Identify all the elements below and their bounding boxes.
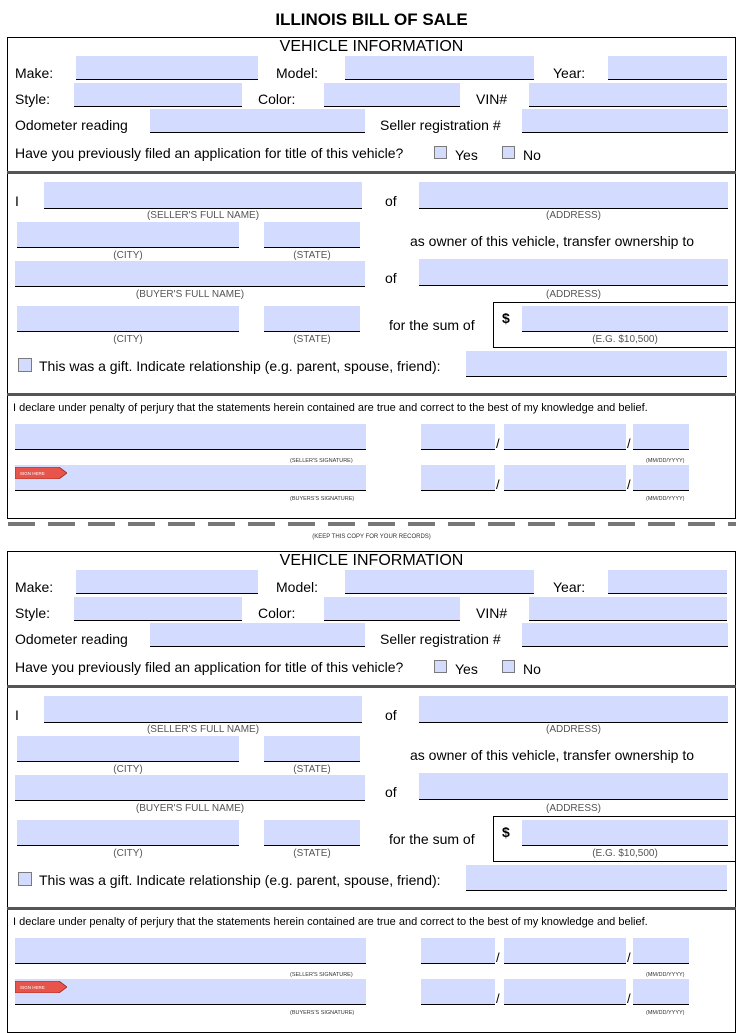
- sum-label: for the sum of: [389, 317, 475, 333]
- seller-date-day-field[interactable]: [504, 424, 626, 450]
- make-field[interactable]: [76, 56, 258, 80]
- of-label: of: [385, 707, 397, 723]
- date-caption: (MM/DD/YYYY): [646, 972, 685, 978]
- seller-date-year-field[interactable]: [633, 938, 689, 964]
- seller-state-field[interactable]: [264, 736, 360, 762]
- buyer-city-field[interactable]: [17, 820, 239, 846]
- buyer-date-day-field[interactable]: [504, 465, 626, 491]
- of-label: of: [385, 193, 397, 209]
- sign-here-arrow-icon: [15, 467, 67, 479]
- vin-field[interactable]: [529, 83, 727, 107]
- no-checkbox[interactable]: [502, 146, 515, 159]
- yes-label: Yes: [455, 147, 478, 163]
- gift-relationship-field[interactable]: [466, 351, 727, 377]
- vin-label: VIN#: [476, 91, 508, 107]
- gift-text: This was a gift. Indicate relationship (e.g. parent, spouse, friend):: [39, 358, 441, 374]
- gift-relationship-field[interactable]: [466, 865, 727, 891]
- seller-name-caption: (SELLER'S FULL NAME): [146, 210, 260, 221]
- odometer-field[interactable]: [150, 623, 365, 647]
- sum-caption: (E.G. $10,500): [592, 334, 658, 345]
- seller-date-month-field[interactable]: [421, 938, 495, 964]
- date-slash: /: [496, 436, 500, 451]
- seller-date-day-field[interactable]: [504, 938, 626, 964]
- seller-city-field[interactable]: [17, 736, 239, 762]
- buyer-name-caption: (BUYER'S FULL NAME): [135, 289, 245, 300]
- seller-signature-field[interactable]: [15, 424, 366, 450]
- buyer-date-month-field[interactable]: [421, 465, 495, 491]
- date-caption: (MM/DD/YYYY): [646, 1010, 685, 1016]
- make-field[interactable]: [76, 570, 258, 594]
- buyer-signature-caption: (BUYERS'S SIGNATURE): [290, 1010, 355, 1016]
- buyer-name-field[interactable]: [15, 775, 365, 801]
- seller-signature-field[interactable]: [15, 938, 366, 964]
- i-label: I: [15, 707, 19, 723]
- style-label: Style:: [15, 605, 51, 621]
- style-label: Style:: [15, 91, 51, 107]
- copy-note: (KEEP THIS COPY FOR YOUR RECORDS): [312, 534, 431, 540]
- buyer-name-caption: (BUYER'S FULL NAME): [135, 803, 245, 814]
- seller-registration-label: Seller registration #: [380, 631, 501, 647]
- model-field[interactable]: [345, 56, 534, 80]
- sign-here-arrow-icon: [15, 981, 67, 993]
- vin-field[interactable]: [529, 597, 727, 621]
- vehicle-info-header: VEHICLE INFORMATION: [279, 552, 464, 569]
- buyer-city-caption: (CITY): [113, 848, 143, 859]
- sum-field[interactable]: [522, 820, 728, 846]
- page-title: ILLINOIS BILL OF SALE: [275, 10, 468, 29]
- sum-caption: (E.G. $10,500): [592, 848, 658, 859]
- buyer-address-caption: (ADDRESS): [545, 803, 601, 814]
- date-caption: (MM/DD/YYYY): [646, 496, 685, 502]
- vin-label: VIN#: [476, 605, 508, 621]
- transfer-text: as owner of this vehicle, transfer ownership to: [410, 233, 695, 249]
- seller-address-caption: (ADDRESS): [545, 724, 601, 735]
- section-divider: [7, 393, 736, 396]
- year-label: Year:: [553, 579, 586, 595]
- odometer-label: Odometer reading: [15, 631, 128, 647]
- filed-question: Have you previously filed an application for title of this vehicle?: [15, 145, 404, 161]
- seller-state-field[interactable]: [264, 222, 360, 248]
- yes-checkbox[interactable]: [434, 660, 447, 673]
- make-label: Make:: [15, 65, 54, 81]
- buyer-address-caption: (ADDRESS): [545, 289, 601, 300]
- gift-text: This was a gift. Indicate relationship (e.g. parent, spouse, friend):: [39, 872, 441, 888]
- buyer-state-caption: (STATE): [293, 848, 331, 859]
- seller-name-field[interactable]: [44, 696, 362, 723]
- date-slash: /: [496, 950, 500, 965]
- seller-registration-field[interactable]: [522, 109, 728, 133]
- date-slash: /: [496, 991, 500, 1006]
- buyer-city-caption: (CITY): [113, 334, 143, 345]
- transfer-text: as owner of this vehicle, transfer ownership to: [410, 747, 695, 763]
- seller-state-caption: (STATE): [293, 764, 331, 775]
- color-field[interactable]: [324, 597, 460, 621]
- seller-city-field[interactable]: [17, 222, 239, 248]
- yes-label: Yes: [455, 661, 478, 677]
- seller-city-caption: (CITY): [113, 764, 143, 775]
- gift-checkbox[interactable]: [18, 872, 32, 886]
- seller-city-caption: (CITY): [113, 250, 143, 261]
- declaration-text: I declare under penalty of perjury that the statements herein contained are true and correct to the best of my knowledge and belief.: [13, 916, 648, 928]
- buyer-signature-caption: (BUYERS'S SIGNATURE): [290, 496, 355, 502]
- buyer-name-field[interactable]: [15, 261, 365, 287]
- seller-date-year-field[interactable]: [633, 424, 689, 450]
- date-slash: /: [496, 477, 500, 492]
- seller-signature-caption: (SELLER'S SIGNATURE): [290, 458, 353, 464]
- seller-name-caption: (SELLER'S FULL NAME): [146, 724, 260, 735]
- seller-signature-caption: (SELLER'S SIGNATURE): [290, 972, 353, 978]
- date-slash: /: [627, 477, 631, 492]
- date-slash: /: [627, 436, 631, 451]
- buyer-signature-field[interactable]: [15, 465, 366, 491]
- date-slash: /: [627, 991, 631, 1006]
- style-field[interactable]: [74, 83, 242, 107]
- section-divider: [7, 907, 736, 910]
- buyer-date-year-field[interactable]: [633, 465, 689, 491]
- no-label: No: [523, 661, 541, 677]
- seller-registration-label: Seller registration #: [380, 117, 501, 133]
- buyer-date-year-field[interactable]: [633, 979, 689, 1005]
- vehicle-info-header: VEHICLE INFORMATION: [279, 38, 464, 55]
- buyer-date-day-field[interactable]: [504, 979, 626, 1005]
- section-divider: [7, 171, 736, 174]
- color-field[interactable]: [324, 83, 460, 107]
- dollar-sign: $: [502, 310, 510, 326]
- no-checkbox[interactable]: [502, 660, 515, 673]
- section-divider: [7, 685, 736, 688]
- buyer-state-caption: (STATE): [293, 334, 331, 345]
- odometer-label: Odometer reading: [15, 117, 128, 133]
- color-label: Color:: [258, 605, 296, 621]
- i-label: I: [15, 193, 19, 209]
- buyer-state-field[interactable]: [264, 306, 360, 332]
- seller-date-month-field[interactable]: [421, 424, 495, 450]
- buyer-address-field[interactable]: [419, 259, 728, 286]
- buyer-city-field[interactable]: [17, 306, 239, 332]
- seller-registration-field[interactable]: [522, 623, 728, 647]
- no-label: No: [523, 147, 541, 163]
- year-label: Year:: [553, 65, 586, 81]
- dollar-sign: $: [502, 824, 510, 840]
- seller-address-field[interactable]: [419, 182, 728, 209]
- filed-question: Have you previously filed an application for title of this vehicle?: [15, 659, 404, 675]
- model-label: Model:: [276, 579, 319, 595]
- year-field[interactable]: [608, 570, 727, 594]
- seller-address-caption: (ADDRESS): [545, 210, 601, 221]
- seller-name-field[interactable]: [44, 182, 362, 209]
- sum-label: for the sum of: [389, 831, 475, 847]
- date-slash: /: [627, 950, 631, 965]
- make-label: Make:: [15, 579, 54, 595]
- date-caption: (MM/DD/YYYY): [646, 458, 685, 464]
- buyer-address-field[interactable]: [419, 773, 728, 800]
- sign-here-tag-text: SIGN HERE: [20, 985, 45, 990]
- model-label: Model:: [276, 65, 319, 81]
- model-field[interactable]: [345, 570, 534, 594]
- seller-state-caption: (STATE): [293, 250, 331, 261]
- style-field[interactable]: [74, 597, 242, 621]
- odometer-field[interactable]: [150, 109, 365, 133]
- seller-address-field[interactable]: [419, 696, 728, 723]
- declaration-text: I declare under penalty of perjury that the statements herein contained are true and correct to the best of my knowledge and belief.: [13, 402, 648, 414]
- color-label: Color:: [258, 91, 296, 107]
- of-label: of: [385, 270, 397, 286]
- buyer-date-month-field[interactable]: [421, 979, 495, 1005]
- sum-field[interactable]: [522, 306, 728, 332]
- buyer-signature-field[interactable]: [15, 979, 366, 1005]
- buyer-state-field[interactable]: [264, 820, 360, 846]
- gift-checkbox[interactable]: [18, 358, 32, 372]
- of-label: of: [385, 784, 397, 800]
- yes-checkbox[interactable]: [434, 146, 447, 159]
- year-field[interactable]: [608, 56, 727, 80]
- cut-line-divider: [8, 522, 736, 526]
- sign-here-tag-text: SIGN HERE: [20, 471, 45, 476]
